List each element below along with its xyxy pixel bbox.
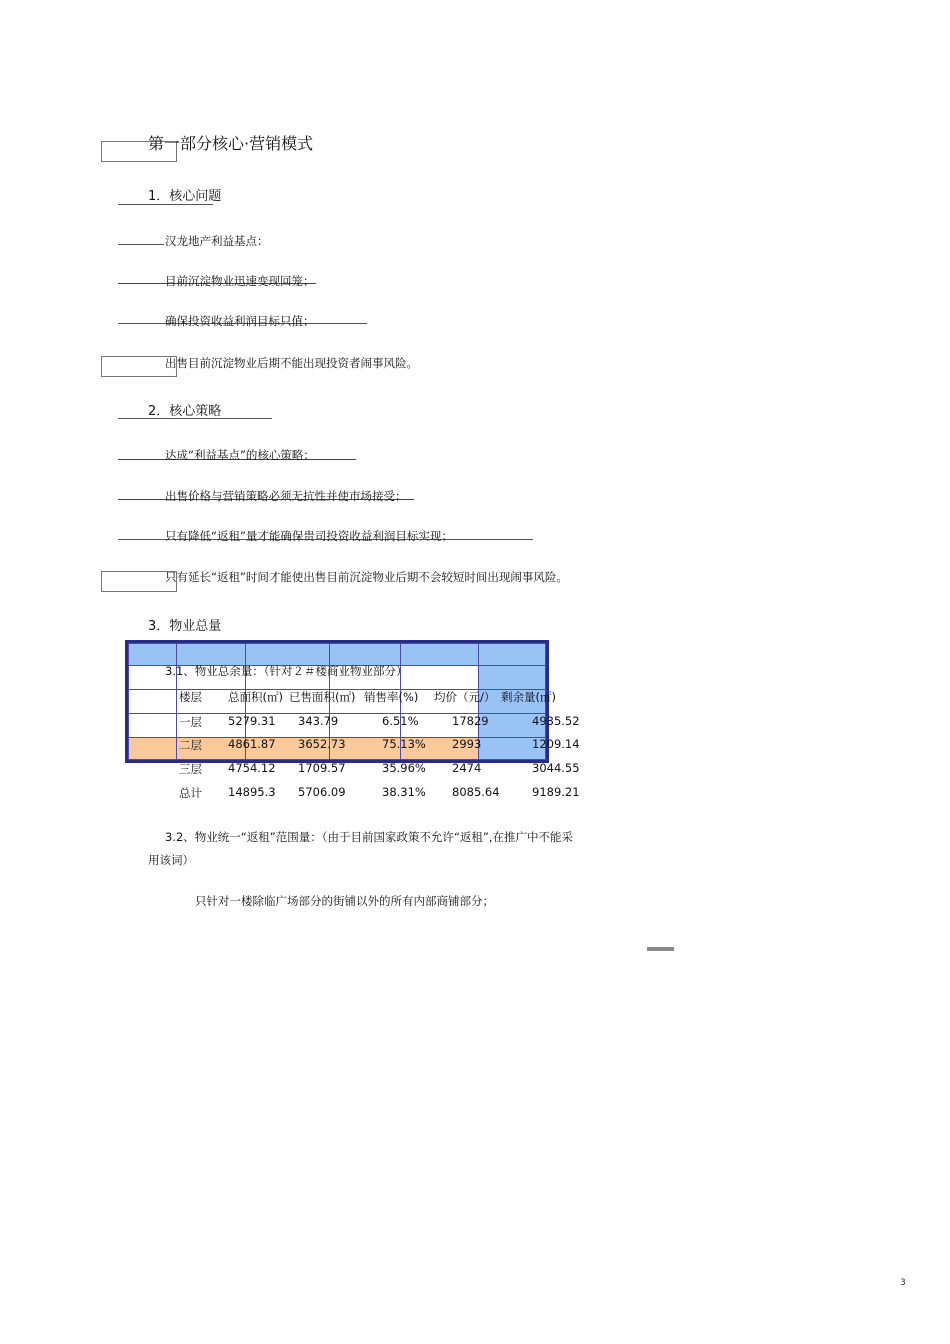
table-header-avg-price: 均价（元/） [434, 690, 496, 704]
table-cell: 4754.12 [228, 761, 276, 775]
section3-heading: 3．物业总量 [148, 619, 222, 634]
table-cell: 4935.52 [532, 714, 580, 728]
page-title: 第一部分核心·营销模式 [148, 134, 314, 153]
section1-item-1: 汉龙地产利益基点： [165, 234, 269, 248]
table-header-sales-rate: 销售率(%) [364, 690, 419, 704]
section2-heading: 2．核心策略 [148, 404, 222, 419]
table-cell: 8085.64 [452, 785, 500, 799]
item-underline [118, 244, 164, 245]
table-cell: 14895.3 [228, 785, 276, 799]
table-cell: 343.79 [298, 714, 339, 728]
table-cell: 三层 [179, 762, 202, 776]
section1-item-2: 目前沉淀物业迅速变现回笼； [165, 274, 315, 288]
table-cell: 2474 [452, 761, 482, 775]
section2-item-2: 出售价格与营销策略必须无抗性并使市场接受； [165, 489, 407, 503]
table-cell: 1709.57 [298, 761, 346, 775]
page-number: 3 [900, 1278, 906, 1288]
section3-sub2-line2: 用该词） [148, 853, 194, 867]
dash-mark [647, 947, 674, 951]
section1-item-3: 确保投资收益利润目标只值； [165, 314, 315, 328]
table-cell: 5279.31 [228, 714, 276, 728]
table-cell: 3652.73 [298, 737, 346, 751]
table-cell: 3044.55 [532, 761, 580, 775]
table-cell: 9189.21 [532, 785, 580, 799]
overlay-grid-line [176, 643, 177, 760]
section3-sub2-line1: 3.2、物业统一“返租”范围量：（由于目前国家政策不允许“返租”,在推广中不能采 [165, 830, 574, 844]
section1-heading: 1．核心问题 [148, 189, 222, 204]
table-cell: 17829 [452, 714, 489, 728]
table-cell: 4861.87 [228, 737, 276, 751]
table-cell: 38.31% [382, 785, 426, 799]
table-cell: 2993 [452, 737, 482, 751]
table-cell: 二层 [179, 738, 202, 752]
section3-sub1: 3.1、物业总余量：（针对２＃楼商业物业部分） [165, 664, 408, 678]
section1-heading-underline [118, 204, 213, 205]
table-header-sold-area: 已售面积(㎡) [289, 690, 356, 704]
table-cell: 5706.09 [298, 785, 346, 799]
table-cell: 总计 [179, 786, 202, 800]
section2-item-1: 达成“利益基点”的核心策略： [165, 448, 315, 462]
table-header-remaining: 剩余量(㎡) [501, 690, 556, 704]
section2-item-3: 只有降低“返租”量才能确保贵司投资收益利润目标实现； [165, 529, 453, 543]
table-cell: 一层 [179, 715, 202, 729]
section3-note: 只针对一楼除临广场部分的街铺以外的所有内部商铺部分； [195, 894, 494, 908]
section2-item-4: 只有延长“返租”时间才能使出售目前沉淀物业后期不会较短时间出现闹事风险。 [165, 570, 568, 584]
table-cell: 75.13% [382, 737, 426, 751]
table-cell: 1209.14 [532, 737, 580, 751]
table-cell: 35.96% [382, 761, 426, 775]
table-cell: 6.51% [382, 714, 419, 728]
section2-heading-underline [118, 418, 272, 419]
table-header-total-area: 总面积(㎡) [228, 690, 283, 704]
section1-item-4: 出售目前沉淀物业后期不能出现投资者闹事风险。 [165, 356, 418, 370]
table-header-floor: 楼层 [179, 690, 202, 704]
